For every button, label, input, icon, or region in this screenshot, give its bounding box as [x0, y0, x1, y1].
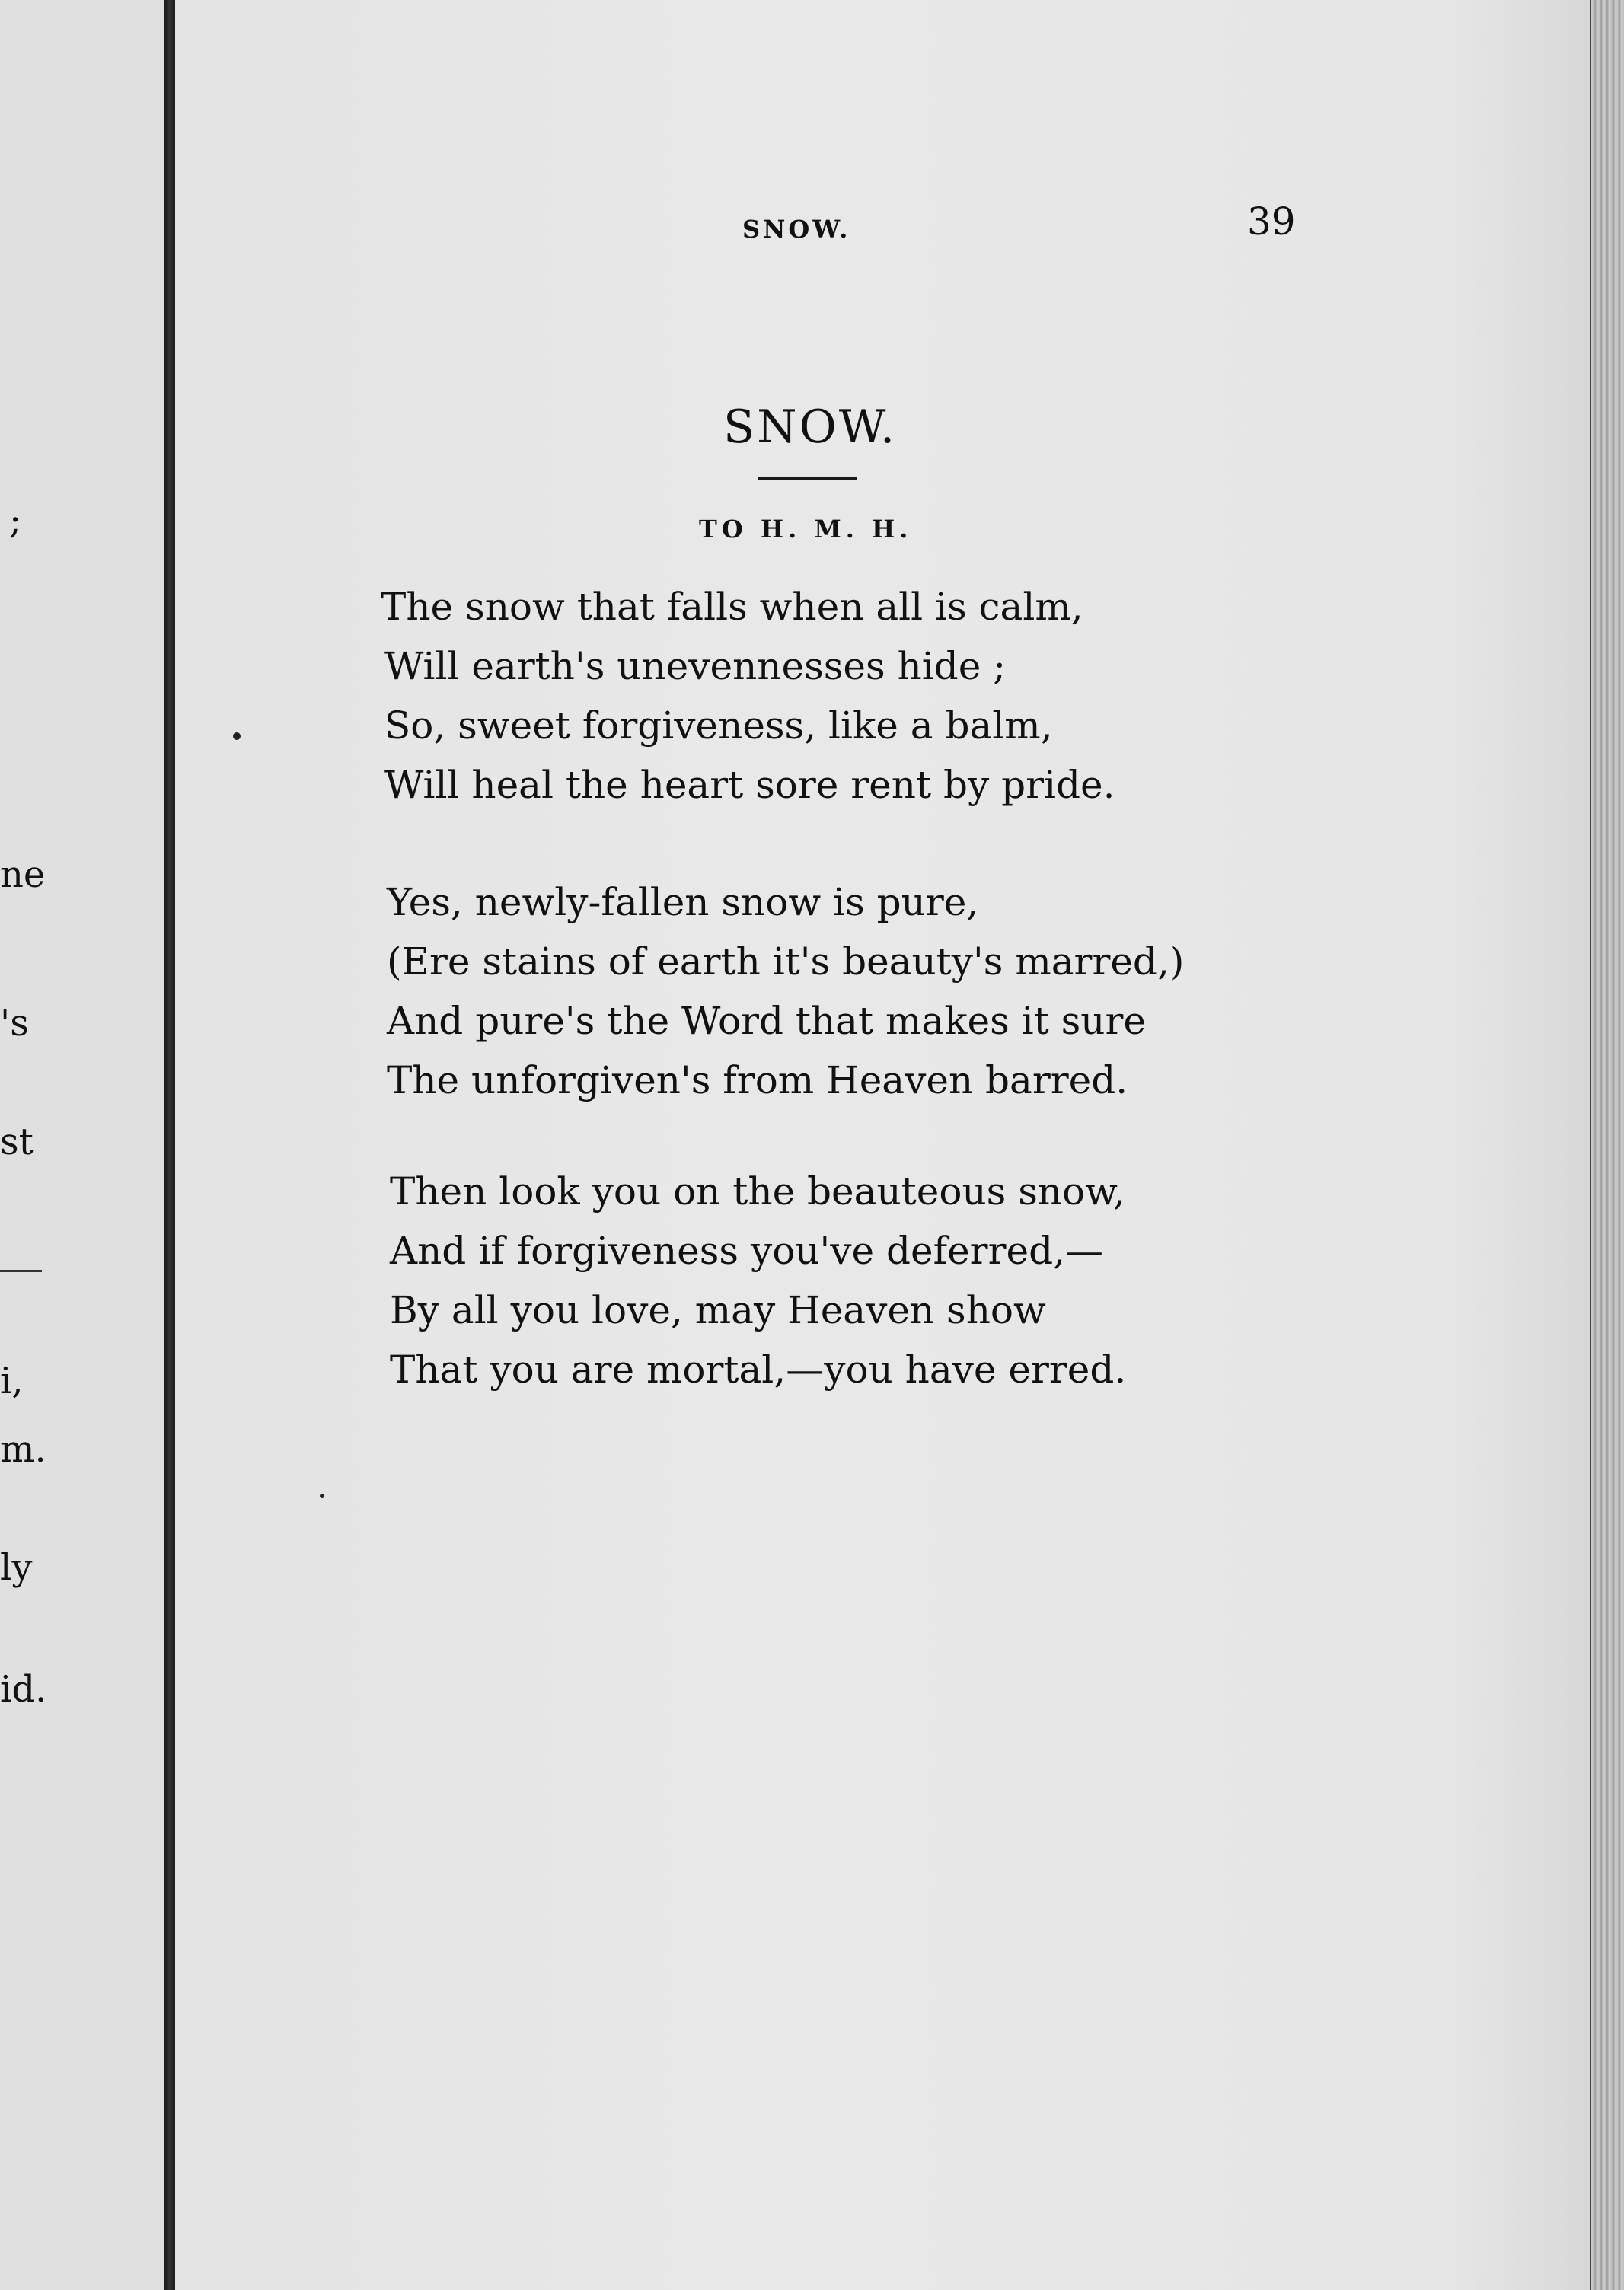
facing-page-text: m.: [0, 1428, 46, 1471]
print-speck: [320, 1494, 324, 1498]
book-gutter: [164, 0, 175, 2290]
poem-line: Will earth's unevennesses hide ;: [384, 644, 1007, 688]
facing-page-rule: [0, 1270, 42, 1272]
poem-line: By all you love, may Heaven show: [390, 1288, 1046, 1332]
page-edges: [1591, 0, 1624, 2290]
poem-dedication: TO H. M. H.: [699, 515, 913, 544]
facing-page-text: ;: [9, 499, 22, 542]
facing-page-text: ne: [0, 853, 46, 896]
facing-page-text: ly: [0, 1546, 33, 1589]
poem-line: Yes, newly-fallen snow is pure,: [387, 880, 979, 924]
running-head: SNOW.: [742, 215, 851, 244]
poem-line: The snow that falls when all is calm,: [381, 585, 1083, 629]
facing-page-text: i,: [0, 1360, 24, 1402]
title-rule: [758, 477, 857, 480]
page: [175, 0, 1591, 2290]
facing-page-text: 's: [0, 1002, 29, 1045]
poem-line: (Ere stains of earth it's beauty's marred,): [387, 939, 1185, 984]
poem-line: That you are mortal,—you have erred.: [390, 1348, 1127, 1392]
poem-line: And if forgiveness you've deferred,—: [390, 1229, 1103, 1273]
poem-line: So, sweet forgiveness, like a balm,: [384, 703, 1053, 748]
poem-line: And pure's the Word that makes it sure: [387, 999, 1146, 1043]
page-number: 39: [1247, 199, 1296, 244]
facing-page-fragment: [0, 0, 166, 2290]
poem-line: Will heal the heart sore rent by pride.: [384, 763, 1115, 807]
poem-title: SNOW.: [723, 400, 898, 454]
poem-line: Then look you on the beauteous snow,: [390, 1169, 1125, 1214]
facing-page-text: id.: [0, 1668, 47, 1711]
poem-line: The unforgiven's from Heaven barred.: [387, 1058, 1128, 1102]
facing-page-text: st: [0, 1121, 34, 1163]
print-speck: [233, 732, 241, 740]
